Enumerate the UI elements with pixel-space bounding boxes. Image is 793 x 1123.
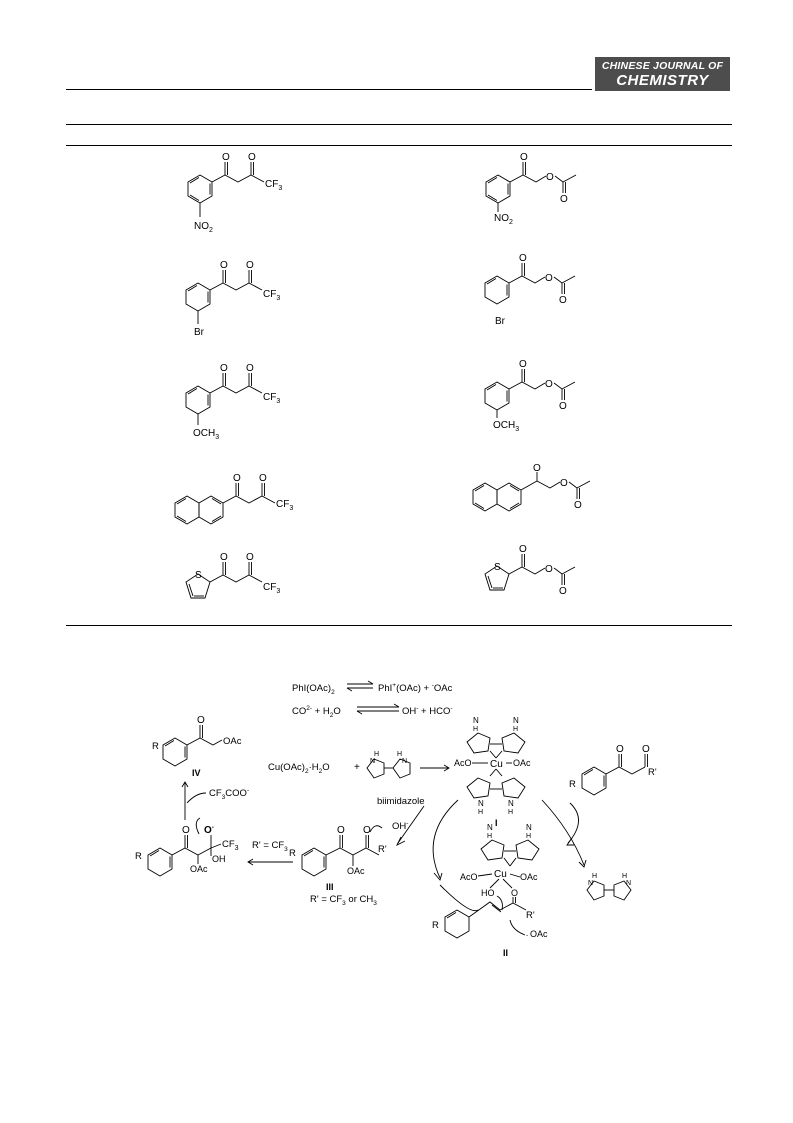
svg-text:H: H: [526, 833, 532, 840]
svg-text:OAc: OAc: [530, 929, 548, 939]
label-III: III: [326, 882, 334, 892]
svg-text:O: O: [574, 500, 582, 511]
svg-text:H: H: [592, 873, 598, 880]
svg-text:HO: HO: [481, 888, 495, 898]
svg-text:NO2: $NO_2$: [494, 213, 513, 226]
svg-text:PhI(OAc)2: $PhI(OAc)_2$: [292, 683, 335, 696]
intermediate-III: [289, 820, 408, 907]
svg-text:+: +: [354, 762, 360, 773]
svg-text:H: H: [397, 751, 403, 758]
svg-text:N: N: [588, 880, 594, 887]
svg-text:O: O: [246, 363, 254, 374]
svg-text:R' = CF3 or CH3: $R' = CF_3$ or $CH_3$: [310, 894, 377, 907]
product-bromophenyl-acetoxyketone: [485, 253, 575, 327]
svg-text:OH- + HCO-: OH- + HCO-: [402, 705, 453, 717]
svg-text:O: O: [246, 260, 254, 271]
svg-text:O: O: [546, 172, 554, 183]
svg-text:H: H: [487, 833, 493, 840]
svg-text:Cu: Cu: [494, 869, 507, 880]
product-methoxyphenyl-acetoxyketone: [485, 359, 575, 433]
svg-text:O: O: [559, 586, 567, 597]
svg-text:-: -: [526, 932, 529, 939]
svg-text:CF3: $CF_3$: [263, 289, 281, 302]
svg-text:N: N: [487, 823, 493, 832]
svg-text:R: R: [135, 851, 142, 862]
product-IV: [152, 715, 242, 778]
svg-text:O: O: [519, 544, 527, 555]
svg-text:H: H: [622, 873, 628, 880]
journal-name-line1: CHINESE JOURNAL OF: [601, 60, 724, 72]
svg-text:O: O: [560, 478, 568, 489]
och3-label: $OCH_3$: [193, 428, 220, 441]
svg-text:H: H: [473, 726, 479, 733]
svg-text:OCH3: $OCH_3$: [493, 420, 520, 433]
svg-text:AcO: AcO: [460, 872, 478, 882]
svg-text:N: N: [626, 880, 632, 887]
svg-text:R: R: [432, 920, 439, 931]
no2-label: $NO_2$: [194, 221, 213, 234]
hydroxide-label: OH-: [392, 820, 409, 832]
svg-text:O: O: [220, 260, 228, 271]
svg-text:O: O: [511, 888, 519, 898]
substrate-nitrophenyl-trifluorodiketone: [188, 152, 282, 234]
svg-text:R': R': [648, 767, 657, 778]
oxyanion-label: O-: [204, 824, 214, 836]
svg-text:O: O: [233, 473, 241, 484]
svg-text:O: O: [616, 744, 624, 755]
svg-text:O: O: [559, 401, 567, 412]
cu-reagent-plus-biimidazole: [268, 751, 449, 778]
svg-text:Br: Br: [495, 316, 505, 327]
equilibrium-1: [292, 681, 453, 696]
svg-text:R: R: [152, 741, 159, 752]
svg-text:O: O: [337, 825, 345, 836]
svg-text:O: O: [519, 359, 527, 370]
copper-center: Cu: [490, 759, 503, 770]
svg-text:N: N: [526, 823, 532, 832]
svg-text:R: R: [289, 848, 296, 859]
svg-text:S: S: [494, 562, 501, 573]
svg-text:OAc: OAc: [513, 758, 531, 768]
svg-text:O: O: [182, 825, 190, 836]
svg-text:O: O: [545, 564, 553, 575]
complex-II: [432, 823, 548, 958]
svg-text:N: N: [478, 799, 484, 808]
svg-text:H: H: [374, 751, 380, 758]
product-nitrophenyl-acetoxyketone: [486, 152, 576, 226]
br-label: Br: [194, 327, 204, 338]
svg-text:O: O: [520, 152, 528, 163]
svg-text:H: H: [478, 809, 484, 816]
svg-text:O: O: [519, 253, 527, 264]
label-I: I: [495, 818, 498, 828]
svg-text:O: O: [363, 825, 371, 836]
cycle-arrow-left: [433, 800, 458, 878]
tetrahedral-intermediate: [135, 818, 239, 876]
equilibrium-2: [292, 704, 453, 719]
svg-text:O: O: [220, 552, 228, 563]
svg-text:CF3: $CF_3$: [222, 839, 239, 852]
svg-text:O: O: [545, 273, 553, 284]
svg-text:CO2- + H2O: $CO^{2-} + H_2O$: [292, 705, 341, 719]
r-cf3-condition: $R' = CF_3$: [252, 840, 288, 853]
thiophene-s: S: [195, 570, 202, 581]
svg-text:H: H: [508, 809, 514, 816]
svg-text:OAc: OAc: [190, 864, 208, 874]
svg-text:O: O: [246, 552, 254, 563]
svg-text:O: O: [545, 379, 553, 390]
svg-text:PhI+(OAc) + -OAc: PhI+(OAc) + -OAc: [378, 682, 453, 694]
svg-text:N: N: [513, 716, 519, 725]
svg-text:OH: OH: [212, 854, 226, 864]
svg-text:OAc: OAc: [223, 736, 242, 747]
svg-text:R: R: [569, 779, 576, 790]
svg-text:CF3: $CF_3$: [263, 392, 281, 405]
carbonyl-o: O: [248, 152, 256, 163]
cycle-arrow-right: [542, 800, 584, 865]
svg-text:AcO: AcO: [454, 758, 472, 768]
svg-text:H: H: [513, 726, 519, 733]
carbonyl-o: O: [222, 152, 230, 163]
biimidazole-label: biimidazole: [377, 796, 425, 807]
substrate-methoxyphenyl-trifluorodiketone: [186, 363, 280, 441]
label-II: II: [503, 948, 509, 958]
svg-text:O: O: [533, 463, 541, 474]
substrate-thienyl-trifluorodiketone: [186, 552, 280, 598]
svg-text:N: N: [402, 758, 408, 765]
svg-text:CF3: $CF_3$: [263, 582, 281, 595]
svg-text:O: O: [559, 295, 567, 306]
diketone-substrate: [569, 744, 657, 795]
released-biimidazole: [587, 873, 631, 900]
label-IV: IV: [192, 768, 201, 778]
cf3-label: $CF_3$: [265, 179, 283, 192]
svg-text:OAc: OAc: [520, 872, 538, 882]
svg-text:R': R': [526, 910, 535, 921]
trifluoroacetate-label: $CF_3COO^-$: [209, 787, 250, 801]
substrate-bromophenyl-trifluorodiketone: [186, 260, 280, 338]
svg-text:N: N: [370, 758, 376, 765]
svg-text:OAc: OAc: [347, 866, 365, 876]
svg-text:Cu(OAc)2·H2O: $Cu(OAc)_2\cdot H_2O$: [268, 762, 330, 775]
svg-text:O: O: [197, 715, 205, 726]
svg-text:O: O: [560, 194, 568, 205]
svg-text:O: O: [259, 473, 267, 484]
complex-I: [454, 716, 531, 828]
journal-name-line2: CHEMISTRY: [616, 72, 709, 89]
svg-text:O: O: [642, 744, 650, 755]
svg-text:N: N: [473, 716, 479, 725]
product-naphthyl-acetoxyalcohol: [473, 463, 590, 511]
svg-text:R': R': [378, 844, 387, 855]
product-thienyl-acetoxyketone: [485, 544, 575, 597]
svg-text:O: O: [220, 363, 228, 374]
svg-text:CF3: $CF_3$: [276, 499, 294, 512]
svg-text:N: N: [508, 799, 514, 808]
substrate-naphthyl-trifluorodiketone: [175, 473, 293, 524]
